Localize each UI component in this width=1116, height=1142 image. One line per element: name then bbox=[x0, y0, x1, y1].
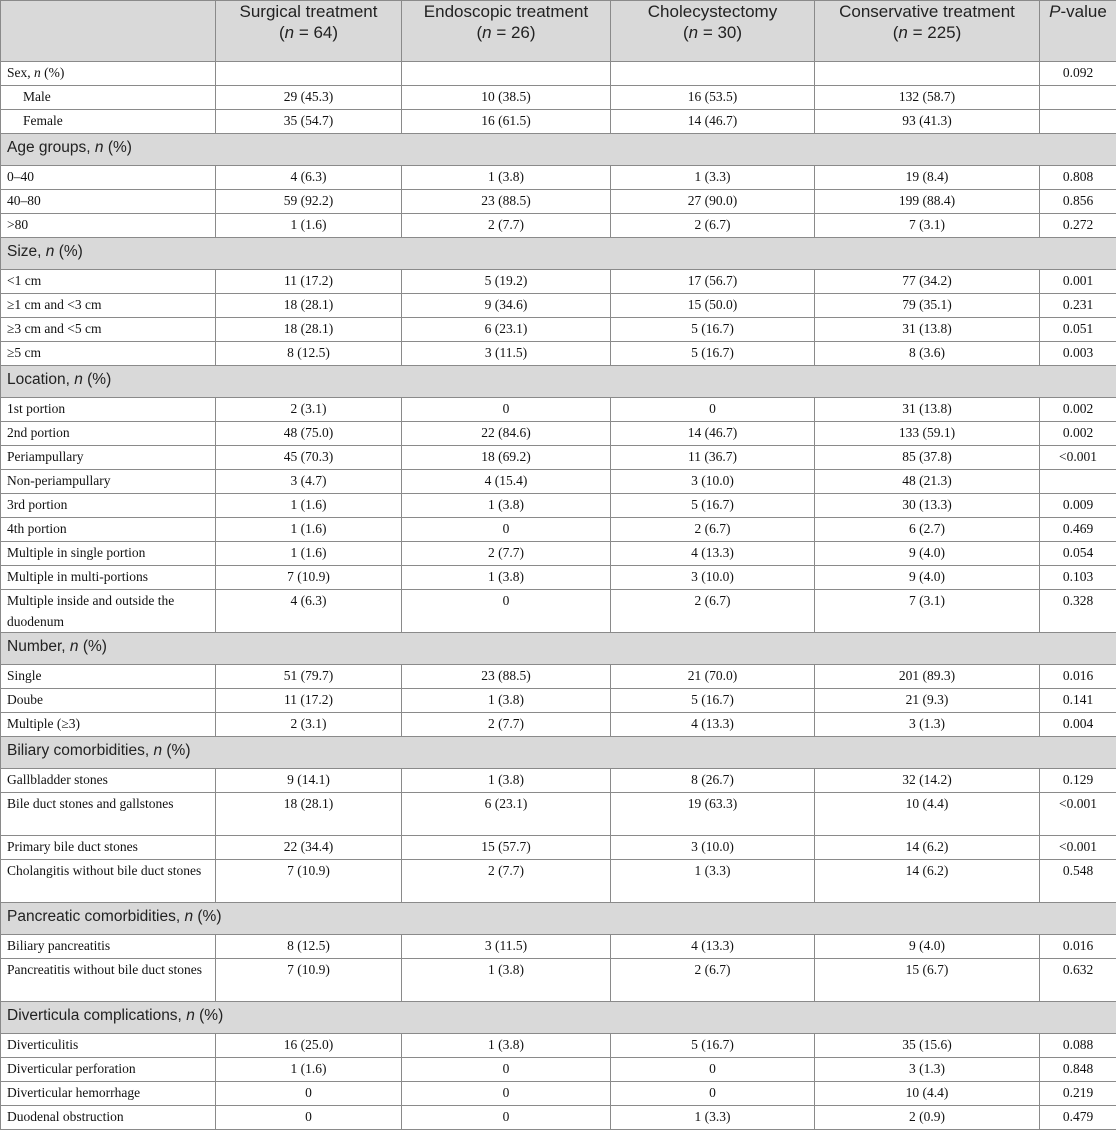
table-row bbox=[1, 542, 1116, 566]
value-cell: 21 (70.0) bbox=[611, 665, 815, 689]
value-cell: 5 (16.7) bbox=[611, 318, 815, 342]
section-title: Location, n (%) bbox=[1, 366, 1116, 398]
pvalue-cell: <0.001 bbox=[1040, 793, 1116, 836]
table-row bbox=[1, 935, 1116, 959]
section-header-row bbox=[1, 633, 1116, 665]
value-cell: 1 (3.8) bbox=[402, 166, 611, 190]
pvalue-cell: 0.548 bbox=[1040, 860, 1116, 903]
value-cell: 4 (13.3) bbox=[611, 542, 815, 566]
value-cell: 7 (10.9) bbox=[216, 860, 402, 903]
pvalue-cell: 0.479 bbox=[1040, 1106, 1116, 1130]
pvalue-cell bbox=[1040, 86, 1116, 110]
pvalue-cell: 0.001 bbox=[1040, 270, 1116, 294]
row-label: ≥1 cm and <3 cm bbox=[1, 294, 216, 318]
row-label: Multiple inside and outside the duodenum bbox=[1, 590, 216, 633]
pvalue-cell: 0.003 bbox=[1040, 342, 1116, 366]
pvalue-cell: 0.469 bbox=[1040, 518, 1116, 542]
section-title: Number, n (%) bbox=[1, 633, 1116, 665]
value-cell: 6 (23.1) bbox=[402, 793, 611, 836]
value-cell: 0 bbox=[402, 1106, 611, 1130]
table-row bbox=[1, 342, 1116, 366]
value-cell: 8 (26.7) bbox=[611, 769, 815, 793]
value-cell: 7 (10.9) bbox=[216, 566, 402, 590]
value-cell: 9 (4.0) bbox=[815, 935, 1040, 959]
value-cell: 3 (4.7) bbox=[216, 470, 402, 494]
row-label: Cholangitis without bile duct stones bbox=[1, 860, 216, 903]
table-row bbox=[1, 398, 1116, 422]
header-surgical: Surgical treatment (n = 64) bbox=[216, 1, 402, 62]
table-row bbox=[1, 214, 1116, 238]
table-row bbox=[1, 713, 1116, 737]
sex-row bbox=[1, 62, 1116, 86]
value-cell: 1 (3.3) bbox=[611, 1106, 815, 1130]
row-label: Single bbox=[1, 665, 216, 689]
section-title: Biliary comorbidities, n (%) bbox=[1, 737, 1116, 769]
value-cell: 10 (4.4) bbox=[815, 793, 1040, 836]
value-cell: 8 (12.5) bbox=[216, 935, 402, 959]
pvalue-cell: 0.051 bbox=[1040, 318, 1116, 342]
pvalue-cell: 0.103 bbox=[1040, 566, 1116, 590]
table-row bbox=[1, 494, 1116, 518]
value-cell: 1 (3.3) bbox=[611, 860, 815, 903]
value-cell: 1 (3.8) bbox=[402, 959, 611, 1002]
value-cell: 2 (6.7) bbox=[611, 214, 815, 238]
value-cell: 22 (34.4) bbox=[216, 836, 402, 860]
table-row bbox=[1, 689, 1116, 713]
value-cell: 4 (15.4) bbox=[402, 470, 611, 494]
value-cell: 35 (54.7) bbox=[216, 110, 402, 134]
value-cell: 15 (50.0) bbox=[611, 294, 815, 318]
value-cell: 0 bbox=[402, 1082, 611, 1106]
value-cell: 29 (45.3) bbox=[216, 86, 402, 110]
table-row bbox=[1, 446, 1116, 470]
value-cell: 3 (11.5) bbox=[402, 935, 611, 959]
pvalue-cell: 0.808 bbox=[1040, 166, 1116, 190]
value-cell: 8 (12.5) bbox=[216, 342, 402, 366]
value-cell: 10 (4.4) bbox=[815, 1082, 1040, 1106]
value-cell: 201 (89.3) bbox=[815, 665, 1040, 689]
pvalue-cell: 0.328 bbox=[1040, 590, 1116, 633]
row-label: Pancreatitis without bile duct stones bbox=[1, 959, 216, 1002]
value-cell: 0 bbox=[402, 398, 611, 422]
value-cell: 1 (1.6) bbox=[216, 214, 402, 238]
row-label: 0–40 bbox=[1, 166, 216, 190]
table-row bbox=[1, 836, 1116, 860]
table-row bbox=[1, 318, 1116, 342]
pvalue-cell: 0.004 bbox=[1040, 713, 1116, 737]
value-cell: 5 (16.7) bbox=[611, 689, 815, 713]
table-row bbox=[1, 270, 1116, 294]
table-row bbox=[1, 1082, 1116, 1106]
section-header-row bbox=[1, 134, 1116, 166]
row-label: Male bbox=[1, 86, 216, 110]
table-row bbox=[1, 959, 1116, 1002]
value-cell: 31 (13.8) bbox=[815, 318, 1040, 342]
value-cell: 0 bbox=[402, 590, 611, 633]
value-cell: 9 (4.0) bbox=[815, 542, 1040, 566]
table-row bbox=[1, 86, 1116, 110]
value-cell: 0 bbox=[611, 398, 815, 422]
row-label: 3rd portion bbox=[1, 494, 216, 518]
table-row bbox=[1, 166, 1116, 190]
value-cell: 15 (57.7) bbox=[402, 836, 611, 860]
row-label: Female bbox=[1, 110, 216, 134]
value-cell: 93 (41.3) bbox=[815, 110, 1040, 134]
value-cell: 2 (3.1) bbox=[216, 713, 402, 737]
value-cell: 9 (14.1) bbox=[216, 769, 402, 793]
table-row bbox=[1, 1034, 1116, 1058]
value-cell: 3 (1.3) bbox=[815, 713, 1040, 737]
value-cell: 14 (46.7) bbox=[611, 110, 815, 134]
value-cell: 0 bbox=[611, 1058, 815, 1082]
pvalue-cell: 0.231 bbox=[1040, 294, 1116, 318]
value-cell: 48 (75.0) bbox=[216, 422, 402, 446]
sex-label: Sex, n (%) bbox=[1, 62, 216, 86]
pvalue-cell: <0.001 bbox=[1040, 446, 1116, 470]
header-pvalue: P-value bbox=[1040, 1, 1116, 62]
value-cell: 133 (59.1) bbox=[815, 422, 1040, 446]
value-cell: 6 (2.7) bbox=[815, 518, 1040, 542]
row-label: Primary bile duct stones bbox=[1, 836, 216, 860]
section-title: Size, n (%) bbox=[1, 238, 1116, 270]
value-cell: 32 (14.2) bbox=[815, 769, 1040, 793]
pvalue-cell: 0.272 bbox=[1040, 214, 1116, 238]
value-cell: 17 (56.7) bbox=[611, 270, 815, 294]
row-label: Multiple in single portion bbox=[1, 542, 216, 566]
value-cell: 2 (0.9) bbox=[815, 1106, 1040, 1130]
pvalue-cell: 0.009 bbox=[1040, 494, 1116, 518]
row-label: Duodenal obstruction bbox=[1, 1106, 216, 1130]
value-cell: 51 (79.7) bbox=[216, 665, 402, 689]
value-cell: 5 (16.7) bbox=[611, 342, 815, 366]
row-label: >80 bbox=[1, 214, 216, 238]
value-cell: 23 (88.5) bbox=[402, 190, 611, 214]
value-cell: 8 (3.6) bbox=[815, 342, 1040, 366]
table-row bbox=[1, 422, 1116, 446]
value-cell: 1 (1.6) bbox=[216, 518, 402, 542]
value-cell: 2 (3.1) bbox=[216, 398, 402, 422]
value-cell: 14 (6.2) bbox=[815, 860, 1040, 903]
value-cell: 7 (3.1) bbox=[815, 214, 1040, 238]
value-cell: 11 (17.2) bbox=[216, 270, 402, 294]
value-cell: 3 (10.0) bbox=[611, 836, 815, 860]
table-row bbox=[1, 470, 1116, 494]
value-cell: 2 (7.7) bbox=[402, 713, 611, 737]
value-cell: 4 (6.3) bbox=[216, 590, 402, 633]
value-cell: 199 (88.4) bbox=[815, 190, 1040, 214]
pvalue-cell: 0.002 bbox=[1040, 422, 1116, 446]
value-cell: 4 (13.3) bbox=[611, 713, 815, 737]
value-cell: 16 (53.5) bbox=[611, 86, 815, 110]
value-cell: 4 (6.3) bbox=[216, 166, 402, 190]
value-cell: 21 (9.3) bbox=[815, 689, 1040, 713]
value-cell: 3 (11.5) bbox=[402, 342, 611, 366]
pvalue-cell: 0.016 bbox=[1040, 665, 1116, 689]
table-row bbox=[1, 1058, 1116, 1082]
value-cell: 48 (21.3) bbox=[815, 470, 1040, 494]
value-cell: 132 (58.7) bbox=[815, 86, 1040, 110]
value-cell: 79 (35.1) bbox=[815, 294, 1040, 318]
section-title: Pancreatic comorbidities, n (%) bbox=[1, 903, 1116, 935]
pvalue-cell: 0.088 bbox=[1040, 1034, 1116, 1058]
section-header-row bbox=[1, 366, 1116, 398]
value-cell: 7 (3.1) bbox=[815, 590, 1040, 633]
header-row bbox=[1, 1, 1116, 62]
value-cell: 5 (19.2) bbox=[402, 270, 611, 294]
value-cell: 1 (3.8) bbox=[402, 494, 611, 518]
pvalue-cell: 0.129 bbox=[1040, 769, 1116, 793]
pvalue-cell: 0.219 bbox=[1040, 1082, 1116, 1106]
row-label: Diverticular perforation bbox=[1, 1058, 216, 1082]
value-cell: 3 (1.3) bbox=[815, 1058, 1040, 1082]
value-cell: 3 (10.0) bbox=[611, 470, 815, 494]
value-cell: 14 (6.2) bbox=[815, 836, 1040, 860]
value-cell: 1 (1.6) bbox=[216, 494, 402, 518]
value-cell: 85 (37.8) bbox=[815, 446, 1040, 470]
value-cell: 19 (63.3) bbox=[611, 793, 815, 836]
value-cell: 18 (28.1) bbox=[216, 793, 402, 836]
row-label: Periampullary bbox=[1, 446, 216, 470]
value-cell: 45 (70.3) bbox=[216, 446, 402, 470]
row-label: Bile duct stones and gallstones bbox=[1, 793, 216, 836]
pvalue-cell: 0.856 bbox=[1040, 190, 1116, 214]
value-cell: 4 (13.3) bbox=[611, 935, 815, 959]
value-cell: 35 (15.6) bbox=[815, 1034, 1040, 1058]
row-label: ≥3 cm and <5 cm bbox=[1, 318, 216, 342]
value-cell: 0 bbox=[216, 1082, 402, 1106]
value-cell: 1 (3.8) bbox=[402, 769, 611, 793]
value-cell: 9 (34.6) bbox=[402, 294, 611, 318]
value-cell: 2 (7.7) bbox=[402, 860, 611, 903]
header-empty-cell bbox=[1, 1, 216, 62]
value-cell: 15 (6.7) bbox=[815, 959, 1040, 1002]
value-cell: 1 (3.8) bbox=[402, 1034, 611, 1058]
value-cell: 16 (61.5) bbox=[402, 110, 611, 134]
row-label: Multiple (≥3) bbox=[1, 713, 216, 737]
pvalue-cell: 0.848 bbox=[1040, 1058, 1116, 1082]
value-cell: 9 (4.0) bbox=[815, 566, 1040, 590]
pvalue-cell: 0.016 bbox=[1040, 935, 1116, 959]
table-row bbox=[1, 110, 1116, 134]
row-label: 4th portion bbox=[1, 518, 216, 542]
row-label: Multiple in multi-portions bbox=[1, 566, 216, 590]
value-cell: 27 (90.0) bbox=[611, 190, 815, 214]
value-cell: 11 (17.2) bbox=[216, 689, 402, 713]
table-row bbox=[1, 590, 1116, 633]
value-cell: 16 (25.0) bbox=[216, 1034, 402, 1058]
value-cell: 18 (28.1) bbox=[216, 318, 402, 342]
section-title: Age groups, n (%) bbox=[1, 134, 1116, 166]
value-cell: 18 (28.1) bbox=[216, 294, 402, 318]
row-label: Diverticulitis bbox=[1, 1034, 216, 1058]
pvalue-cell bbox=[1040, 470, 1116, 494]
table-row bbox=[1, 665, 1116, 689]
pvalue-cell: 0.632 bbox=[1040, 959, 1116, 1002]
value-cell: 1 (3.8) bbox=[402, 566, 611, 590]
value-cell: 1 (1.6) bbox=[216, 542, 402, 566]
value-cell: 30 (13.3) bbox=[815, 494, 1040, 518]
value-cell: 0 bbox=[611, 1082, 815, 1106]
value-cell: 7 (10.9) bbox=[216, 959, 402, 1002]
value-cell: 31 (13.8) bbox=[815, 398, 1040, 422]
value-cell: 2 (6.7) bbox=[611, 959, 815, 1002]
value-cell: 23 (88.5) bbox=[402, 665, 611, 689]
value-cell: 22 (84.6) bbox=[402, 422, 611, 446]
value-cell: 11 (36.7) bbox=[611, 446, 815, 470]
row-label: Doube bbox=[1, 689, 216, 713]
table-row bbox=[1, 518, 1116, 542]
value-cell: 2 (6.7) bbox=[611, 590, 815, 633]
row-label: Gallbladder stones bbox=[1, 769, 216, 793]
value-cell: 2 (6.7) bbox=[611, 518, 815, 542]
value-cell: 0 bbox=[402, 1058, 611, 1082]
value-cell: 3 (10.0) bbox=[611, 566, 815, 590]
value-cell: 77 (34.2) bbox=[815, 270, 1040, 294]
pvalue-cell: <0.001 bbox=[1040, 836, 1116, 860]
sex-pvalue: 0.092 bbox=[1040, 62, 1116, 86]
section-header-row bbox=[1, 903, 1116, 935]
header-cholecystectomy: Cholecystectomy (n = 30) bbox=[611, 1, 815, 62]
value-cell: 1 (3.8) bbox=[402, 689, 611, 713]
value-cell: 5 (16.7) bbox=[611, 494, 815, 518]
value-cell: 0 bbox=[216, 1106, 402, 1130]
value-cell: 19 (8.4) bbox=[815, 166, 1040, 190]
value-cell: 6 (23.1) bbox=[402, 318, 611, 342]
table-row bbox=[1, 566, 1116, 590]
value-cell: 18 (69.2) bbox=[402, 446, 611, 470]
table-row bbox=[1, 1106, 1116, 1130]
table-row bbox=[1, 294, 1116, 318]
row-label: Biliary pancreatitis bbox=[1, 935, 216, 959]
section-title: Diverticula complications, n (%) bbox=[1, 1002, 1116, 1034]
table-row bbox=[1, 793, 1116, 836]
section-header-row bbox=[1, 238, 1116, 270]
header-conservative: Conservative treatment (n = 225) bbox=[815, 1, 1040, 62]
table-body bbox=[1, 62, 1116, 1130]
table-row bbox=[1, 769, 1116, 793]
section-header-row bbox=[1, 1002, 1116, 1034]
header-endoscopic: Endoscopic treatment (n = 26) bbox=[402, 1, 611, 62]
pvalue-cell: 0.141 bbox=[1040, 689, 1116, 713]
value-cell: 59 (92.2) bbox=[216, 190, 402, 214]
table-row bbox=[1, 190, 1116, 214]
row-label: Non-periampullary bbox=[1, 470, 216, 494]
value-cell: 5 (16.7) bbox=[611, 1034, 815, 1058]
pvalue-cell: 0.054 bbox=[1040, 542, 1116, 566]
pvalue-cell: 0.002 bbox=[1040, 398, 1116, 422]
pvalue-cell bbox=[1040, 110, 1116, 134]
value-cell: 1 (1.6) bbox=[216, 1058, 402, 1082]
table-row bbox=[1, 860, 1116, 903]
value-cell: 1 (3.3) bbox=[611, 166, 815, 190]
row-label: 40–80 bbox=[1, 190, 216, 214]
row-label: ≥5 cm bbox=[1, 342, 216, 366]
value-cell: 2 (7.7) bbox=[402, 214, 611, 238]
row-label: <1 cm bbox=[1, 270, 216, 294]
value-cell: 14 (46.7) bbox=[611, 422, 815, 446]
value-cell: 0 bbox=[402, 518, 611, 542]
row-label: 2nd portion bbox=[1, 422, 216, 446]
value-cell: 10 (38.5) bbox=[402, 86, 611, 110]
value-cell: 2 (7.7) bbox=[402, 542, 611, 566]
section-header-row bbox=[1, 737, 1116, 769]
row-label: Diverticular hemorrhage bbox=[1, 1082, 216, 1106]
row-label: 1st portion bbox=[1, 398, 216, 422]
